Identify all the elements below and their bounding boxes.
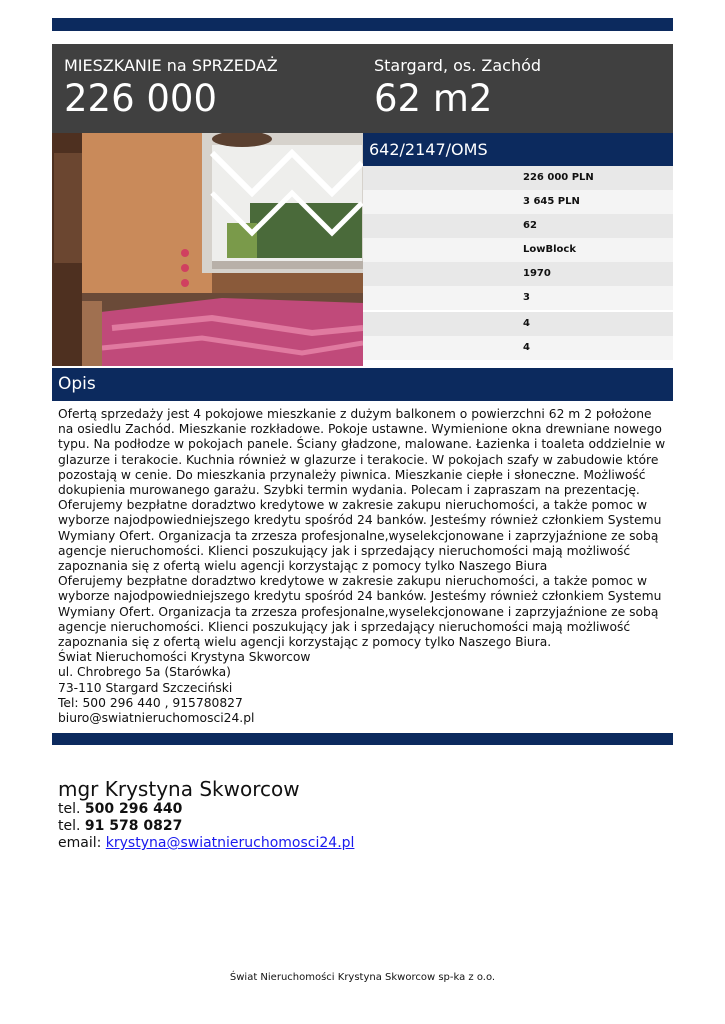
office-name: Świat Nieruchomości Krystyna Skworcow xyxy=(58,650,311,665)
office-city: 73-110 Stargard Szczeciński xyxy=(58,680,233,695)
listing-header xyxy=(52,44,673,133)
spec-value: 3 xyxy=(523,292,530,303)
spec-value: 1970 xyxy=(523,268,551,279)
agent-phone-1[interactable]: 500 296 440 xyxy=(84,801,183,817)
agent-phone-2[interactable]: 91 578 0827 xyxy=(84,818,183,834)
spec-value: 62 xyxy=(523,220,537,231)
area-value: 62 m2 xyxy=(374,77,493,120)
middle-accent-bar xyxy=(52,733,673,745)
tel-label: tel. xyxy=(58,818,85,834)
reference-number: 642/2147/OMS xyxy=(363,133,673,166)
top-accent-bar xyxy=(52,18,673,31)
email-label: email: xyxy=(58,835,106,851)
spec-value: 4 xyxy=(523,318,530,329)
description-paragraph: Oferujemy bezpłatne doradztwo kredytowe w zakresie zakupu nieruchomości, a także pomoc w wyborze najodpowiedniejszego kredytu spośród 24 banków. Jesteśmy również członkiem Systemu Wymiany Ofert. Organizacja ta zrzesza profesjonalne,wyselekcjonowane i zaprzyjaźnione ze sobą agencje nieruchomości. Klienci poszukujący jak i sprzedający nieruchomości mają możliwość zapoznania się z ofertą wielu agencji korzystając z pomocy tylko Naszego Biura xyxy=(58,498,662,574)
price-value: 226 000 xyxy=(64,77,218,120)
office-email: biuro@swiatnieruchomosci24.pl xyxy=(58,711,255,726)
spec-value: LowBlock xyxy=(523,244,576,255)
header-right xyxy=(374,56,541,120)
location: Stargard, os. Zachód xyxy=(374,56,542,75)
header-left xyxy=(64,56,278,120)
property-photo xyxy=(52,133,363,366)
tel-label: tel. xyxy=(58,801,85,817)
office-phone: Tel: 500 296 440 , 915780827 xyxy=(58,695,243,710)
spec-value: 226 000 PLN xyxy=(523,172,594,183)
spec-row xyxy=(363,312,673,336)
spec-row xyxy=(363,190,673,214)
spec-row xyxy=(363,238,673,262)
spec-row xyxy=(363,286,673,310)
agent-email-link[interactable]: krystyna@swiatnieruchomosci24.pl xyxy=(105,835,355,851)
spec-value: 4 xyxy=(523,342,530,353)
spec-value: 3 645 PLN xyxy=(523,196,580,207)
footer-company: Świat Nieruchomości Krystyna Skworcow sp-ka z o.o. xyxy=(229,972,496,983)
offer-type: MIESZKANIE na SPRZEDAŻ xyxy=(64,56,278,75)
agent-phone-line-2 xyxy=(58,818,354,835)
spec-row xyxy=(363,262,673,286)
spec-row xyxy=(363,166,673,190)
agent-phone-line-1 xyxy=(58,801,354,818)
description-paragraph: Oferujemy bezpłatne doradztwo kredytowe w zakresie zakupu nieruchomości, a także pomoc w wyborze najodpowiedniejszego kredytu spośród 24 banków. Jesteśmy również członkiem Systemu Wymiany Ofert. Organizacja ta zrzesza profesjonalne,wyselekcjonowane i zaprzyjaźnione ze sobą agencje nieruchomości. Klienci poszukujący jak i sprzedający nieruchomości mają możliwość zapoznania się z ofertą wielu agencji korzystając z pomocy tylko Naszego Biura. xyxy=(58,574,662,650)
description-heading: Opis xyxy=(52,368,673,401)
agent-contact xyxy=(58,777,354,852)
office-street: ul. Chrobrego 5a (Starówka) xyxy=(58,665,231,680)
description-body xyxy=(58,407,670,726)
agent-name: mgr Krystyna Skworcow xyxy=(58,777,300,801)
spec-row xyxy=(363,336,673,360)
spec-row xyxy=(363,214,673,238)
description-paragraph: Ofertą sprzedaży jest 4 pokojowe mieszkanie z dużym balkonem o powierzchni 62 m 2 położone na osiedlu Zachód. Mieszkanie rozkładowe. Pokoje ustawne. Wymienione okna drewniane nowego typu. Na podłodze w pokojach panele. Ściany gładzone, malowane. Łazienka i toaleta oddzielnie w glazurze i terakocie. Kuchnia również w glazurze i terakocie. W pokojach szafy w zabudowie które pozostają w cenie. Do mieszkania przynależy piwnica. Mieszkanie ciepłe i słoneczne. Możliwość dokupienia murowanego garażu. Szybki termin wydania. Polecam i zapraszam na prezentację. xyxy=(58,407,666,498)
agent-email-line xyxy=(58,835,354,852)
